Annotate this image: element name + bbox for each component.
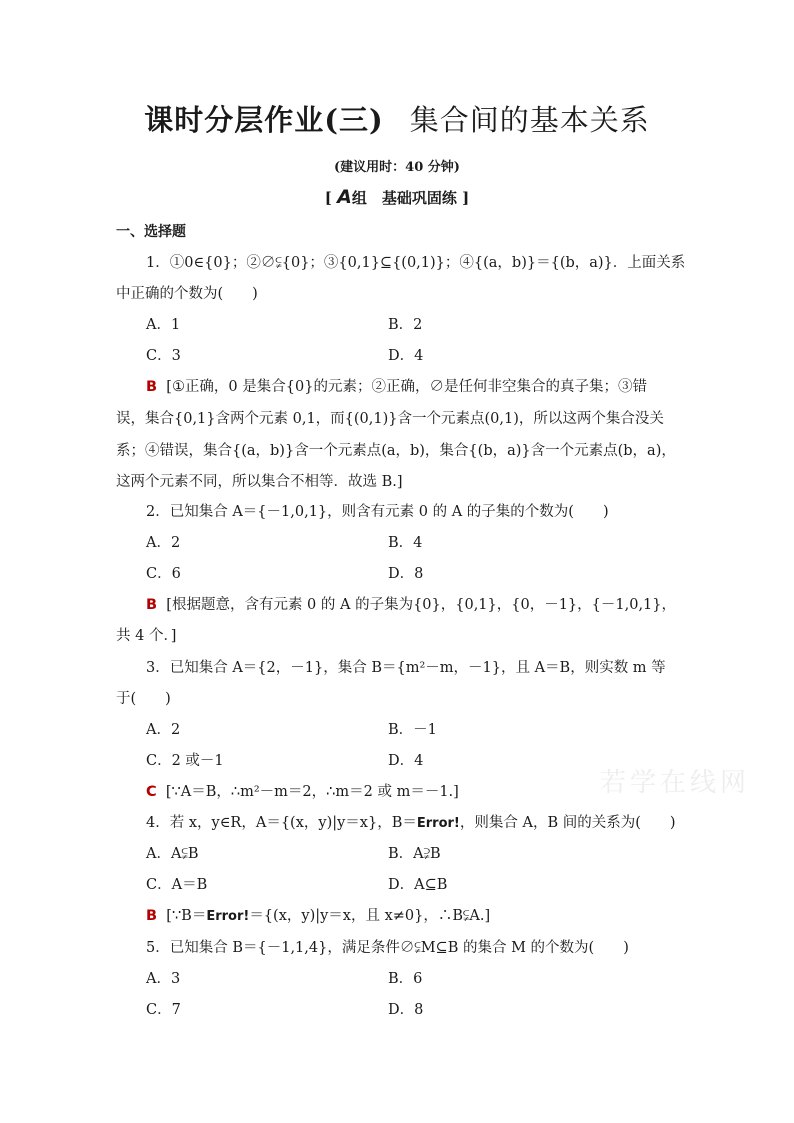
group-label: 组 基础巩固练 [351,189,457,207]
q1-option-d: D．4 [388,348,424,364]
q3-answer: C [146,784,157,800]
q3-stem-2: 于( ) [116,691,171,707]
q1-option-c: C．3 [146,348,181,364]
q3-option-d: D．4 [388,753,424,769]
q4-explanation-error-field: Error! [206,909,250,924]
q5-option-a: A．3 [146,971,181,987]
q4-error-field: Error! [416,816,460,831]
q4-option-a: A．A⫋B [146,846,199,862]
q4-option-b: B．A⫌B [388,846,441,862]
q1-answer: B [146,379,158,395]
watermark: 若学在线网 [600,768,751,798]
q4-stem-1: 4．若 x，y∈R，A＝{(x，y)|y＝x}，B＝Error!，则集合 A，B 间的关系为( ) [146,815,676,831]
q3-option-a: A．2 [146,722,181,738]
q5-option-c: C．7 [146,1002,181,1018]
title-normal: 集合间的基本关系 [409,103,650,137]
title-bold: 课时分层作业(三) [144,103,384,137]
q3-stem-1: 3．已知集合 A＝{2，－1}，集合 B＝{m²－m，－1}，且 A＝B，则实数 m 等 [146,660,666,676]
q1-option-a: A．1 [146,317,181,333]
section-heading: 一、选择题 [116,224,186,240]
q2-option-d: D．8 [388,566,424,582]
q1-explanation-4: 这两个元素不同，所以集合不相等．故选 B.] [116,474,403,490]
time-hint: (建议用时：40 分钟) [334,160,460,175]
page-title [0,98,794,139]
q2-stem-1: 2．已知集合 A＝{－1,0,1}，则含有元素 0 的 A 的子集的个数为( ) [146,504,609,520]
q5-option-d: D．8 [388,1002,424,1018]
q1-explanation-2: 误，集合{0,1}含两个元素 0,1，而{(0,1)}含一个元素点(0,1)，所以这两个集合没关 [116,411,664,427]
q1-stem-1: 1．①0∈{0}；②∅⫋{0}；③{0,1}⊆{(0,1)}；④{(a，b)}＝{(b，a)}．上面关系 [146,255,686,271]
q4-option-c: C．A＝B [146,877,208,893]
q2-answer: B [146,597,158,613]
q3-explanation-1: C [∵A＝B，∴m²－m＝2，∴m＝2 或 m＝－1.] [146,784,459,800]
q5-stem-1: 5．已知集合 B＝{－1,1,4}，满足条件∅⫋M⊆B 的集合 M 的个数为( ) [146,940,629,956]
q1-stem-2: 中正确的个数为( ) [116,286,258,302]
q2-option-c: C．6 [146,566,181,582]
q4-explanation-1: B [∵B＝Error!＝{(x，y)|y＝x，且 x≠0}，∴B⫋A.] [146,908,491,924]
group-letter: A [337,186,352,208]
q1-option-b: B．2 [388,317,423,333]
q5-option-b: B．6 [388,971,423,987]
q4-option-d: D．A⊆B [388,877,448,893]
q3-option-c: C．2 或－1 [146,753,224,769]
q2-explanation-1: B [根据题意，含有元素 0 的 A 的子集为{0}，{0,1}，{0，－1}，{－1,0,1}， [146,597,677,613]
q2-explanation-2: 共 4 个．] [116,628,177,644]
q4-answer: B [146,908,158,924]
q2-option-a: A．2 [146,535,181,551]
group-heading: [ A组 基础巩固练 ] [324,186,470,208]
q3-option-b: B．－1 [388,722,437,738]
q2-option-b: B．4 [388,535,423,551]
q1-explanation-3: 系；④错误，集合{(a，b)}含一个元素点(a，b)，集合{(b，a)}含一个元素点(b，a)， [116,443,676,459]
q1-explanation-1: B [①正确，0 是集合{0}的元素；②正确，∅是任何非空集合的真子集；③错 [146,379,647,395]
